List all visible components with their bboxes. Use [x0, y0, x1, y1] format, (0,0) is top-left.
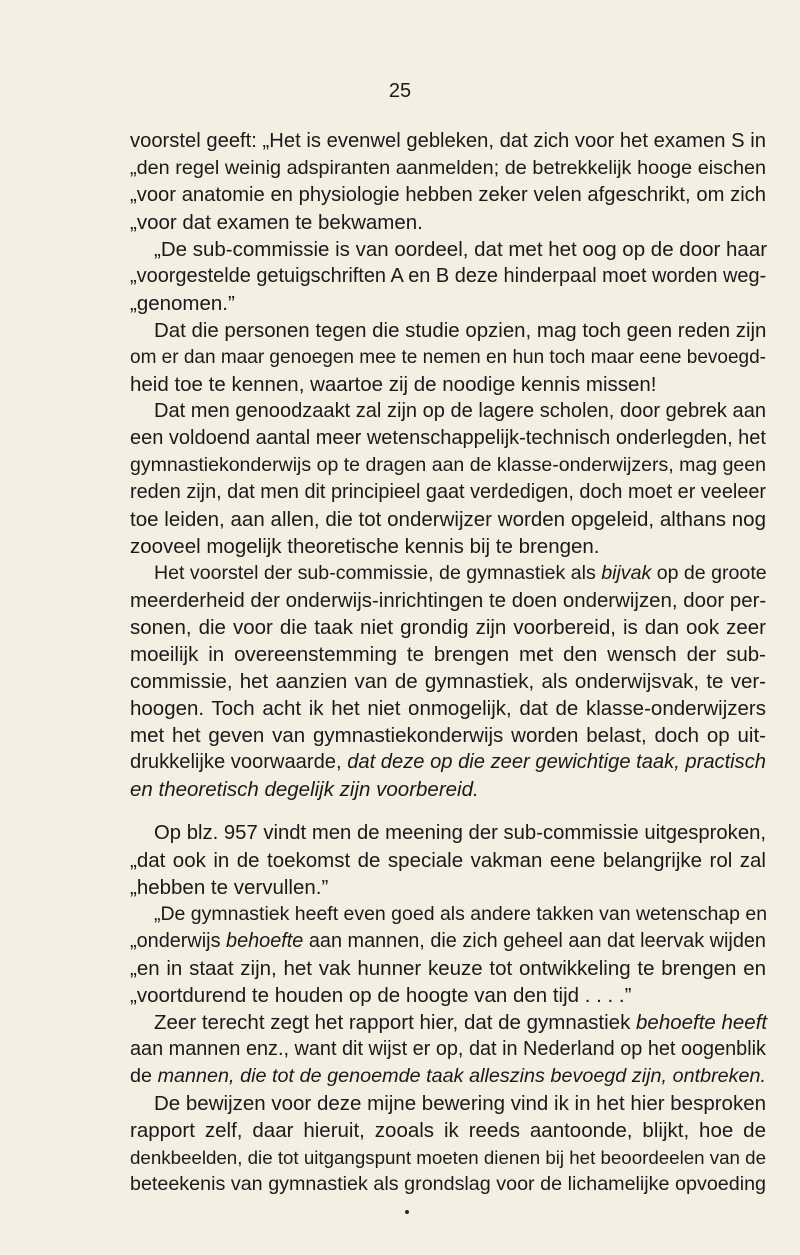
text-line: Dat men genoodzaakt zal zijn op de lagere scholen, door gebrek aan — [154, 400, 766, 422]
text-line: „hebben te vervullen.” — [130, 876, 329, 899]
print-speck — [405, 1210, 409, 1214]
paragraph-gap — [130, 803, 766, 820]
text-run: aan mannen, die zich geheel aan dat leervak wijden — [303, 930, 766, 952]
text-line: „voortdurend te houden op de hoogte van den tijd . . . .” — [130, 984, 632, 1007]
text-line — [130, 560, 766, 587]
body-text — [130, 128, 766, 1198]
text-line: denkbeelden, die tot uitgangspunt moeten dienen bij het beoordeelen van de — [130, 1147, 766, 1168]
italic-run: behoefte — [226, 930, 304, 952]
text-run: Zeer terecht zegt het rapport hier, dat de gymnastiek — [154, 1011, 637, 1034]
text-line: „De gymnastiek heeft even goed als andere takken van wetenschap en — [154, 903, 768, 925]
text-line: zooveel mogelijk theoretische kennis bij te brengen. — [130, 535, 600, 558]
italic-run: bijvak — [601, 562, 652, 584]
text-line: heid toe te kennen, waartoe zij de noodige kennis missen! — [130, 373, 657, 396]
text-line — [130, 1009, 766, 1036]
text-line: commissie, het aanzien van de gymnastiek, als onderwijsvak, te ver- — [130, 670, 766, 693]
italic-run: behoefte heeft — [636, 1011, 768, 1034]
text-line: een voldoend aantal meer wetenschappelijk-technisch onderlegden, het — [130, 427, 766, 449]
text-line: De bewijzen voor deze mijne bewering vind ik in het hier besproken — [154, 1092, 766, 1115]
text-line: rapport zelf, daar hieruit, zooals ik reeds aantoonde, blijkt, hoe de — [130, 1119, 766, 1142]
text-line: „voorgestelde getuigschriften A en B deze hinderpaal moet worden weg- — [130, 265, 767, 287]
text-line: meerderheid der onderwijs-inrichtingen te doen onderwijzen, door per- — [130, 589, 767, 612]
text-line: voorstel geeft: „Het is evenwel gebleken, dat zich voor het examen S in — [130, 130, 766, 152]
text-line: gymnastiekonderwijs op te dragen aan de klasse-onderwijzers, mag geen — [130, 454, 766, 476]
text-run: Het voorstel der sub-commissie, de gymnastiek als — [154, 562, 602, 584]
text-run: drukkelijke voorwaarde, — [130, 751, 348, 773]
text-line: „en in staat zijn, het vak hunner keuze tot ontwikkeling te brengen en — [130, 957, 766, 980]
text-line: beteekenis van gymnastiek als grondslag voor de lichamelijke opvoeding — [130, 1173, 766, 1195]
page-number: 25 — [388, 80, 412, 102]
text-line: „voor dat examen te bekwamen. — [130, 211, 423, 234]
text-line: „De sub-commissie is van oordeel, dat met het oog op de door haar — [154, 238, 768, 261]
text-line: toe leiden, aan allen, die tot onderwijzer worden opgeleid, althans nog — [130, 508, 766, 531]
text-line: Dat die personen tegen die studie opzien, mag toch geen reden zijn — [154, 319, 767, 342]
text-line: „dat ook in de toekomst de speciale vakman eene belangrijke rol zal — [130, 849, 766, 872]
text-line: reden zijn, dat men dit principieel gaat verdedigen, doch moet er veeleer — [130, 481, 766, 503]
text-line: „genomen.” — [130, 292, 235, 315]
text-line: om er dan maar genoegen mee te nemen en hun toch maar eene bevoegd- — [130, 347, 766, 368]
text-run: „onderwijs — [130, 930, 227, 952]
text-line: „voor anatomie en physiologie hebben zeker velen afgeschrikt, om zich — [130, 184, 766, 206]
text-line: aan mannen enz., want dit wijst er op, dat in Nederland op het oogenblik — [130, 1038, 766, 1060]
text-line: sonen, die voor die taak niet grondig zijn voorbereid, is dan ook zeer — [130, 616, 766, 639]
text-line: moeilijk in overeenstemming te brengen met den wensch der sub- — [130, 643, 766, 666]
text-run: de — [130, 1065, 158, 1087]
text-line: hoogen. Toch acht ik het niet onmogelijk, dat de klasse-onderwijzers — [130, 697, 766, 720]
text-line — [130, 928, 766, 955]
text-line — [130, 1063, 766, 1090]
text-line: met het geven van gymnastiekonderwijs worden belast, doch op uit- — [130, 724, 766, 747]
text-line: „den regel weinig adspiranten aanmelden; de betrekkelijk hooge eischen — [130, 157, 766, 179]
italic-run: dat deze op die zeer gewichtige taak, practisch — [347, 751, 767, 773]
text-line: Op blz. 957 vindt men de meening der sub-commissie uitgesproken, — [154, 822, 766, 844]
text-run: op de groote — [651, 562, 767, 584]
text-line: en theoretisch degelijk zijn voorbereid. — [130, 778, 479, 801]
italic-run: mannen, die tot de genoemde taak alleszins bevoegd zijn, ontbreken. — [157, 1065, 767, 1087]
text-line — [130, 749, 766, 776]
